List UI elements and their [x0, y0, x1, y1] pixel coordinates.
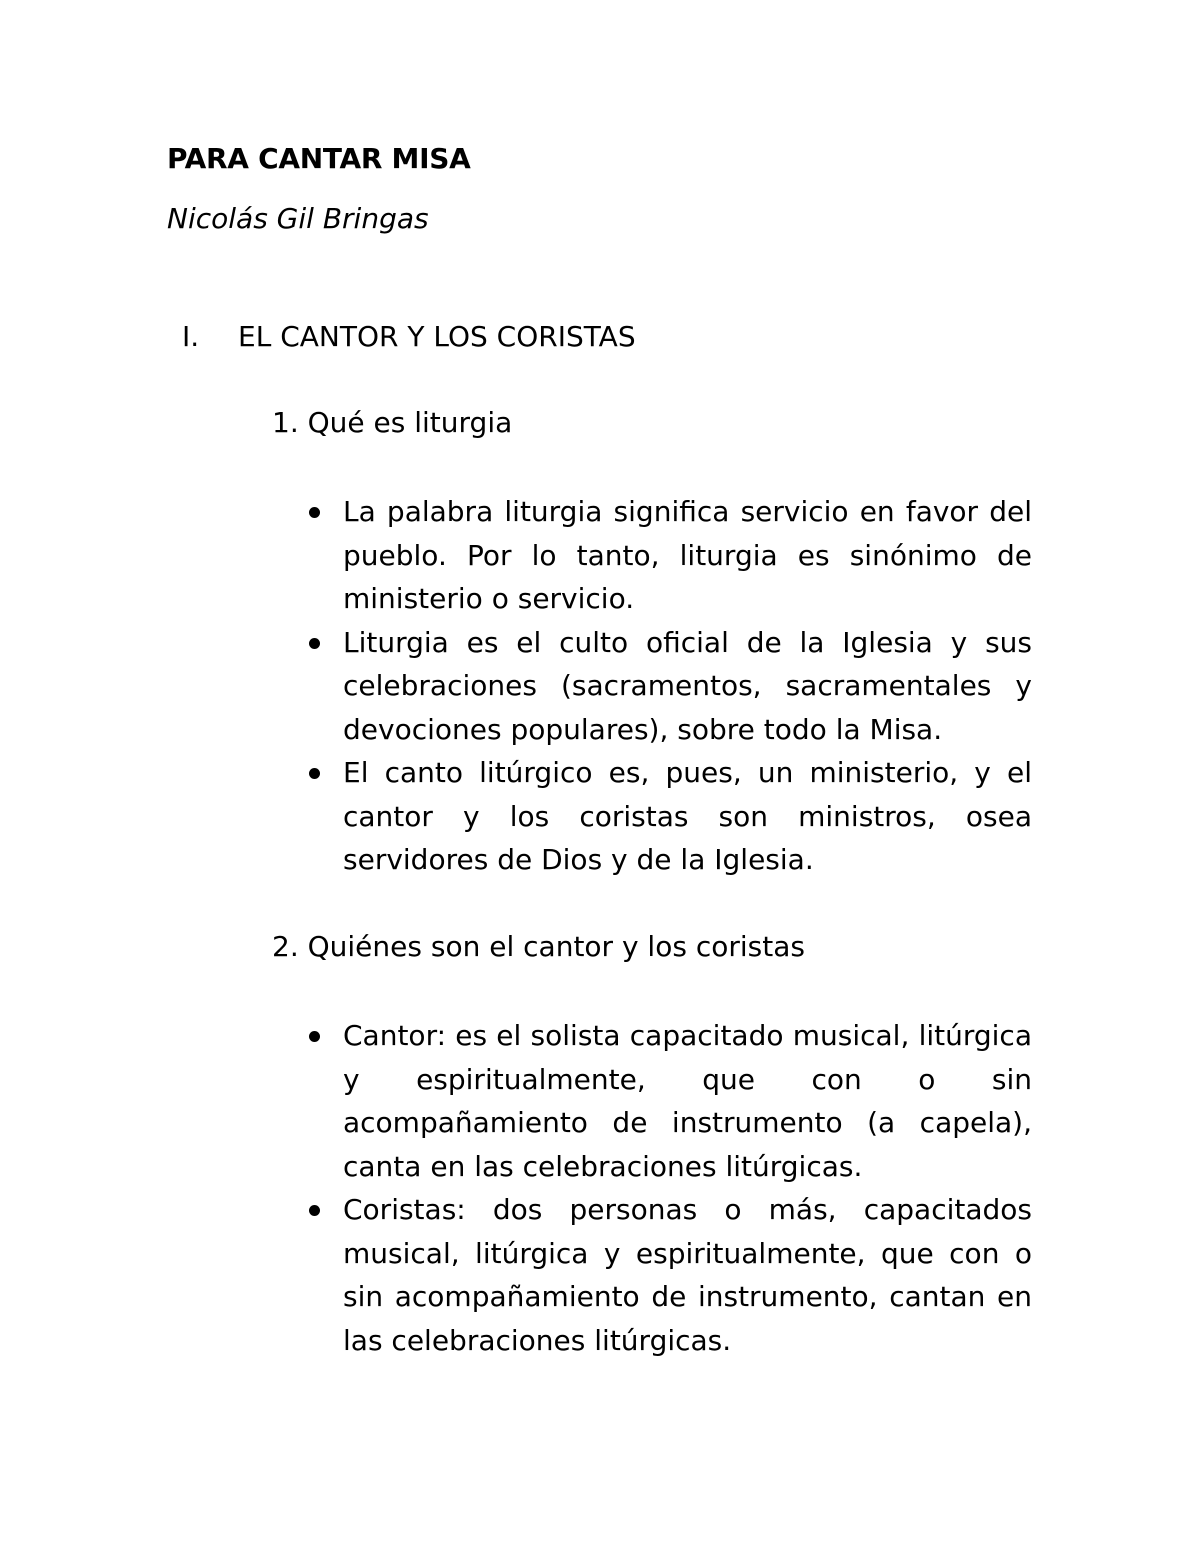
bullet-icon: [309, 1031, 320, 1042]
list-item: [343, 621, 1032, 752]
list-item: [343, 490, 1032, 621]
list-item-text: Liturgia es el culto oficial de la Iglesia y sus celebraciones (sacramentos, sacramentales y devociones populares), sobre todo la Misa.: [343, 625, 1032, 746]
subsection-heading-1: 1. Qué es liturgia: [272, 406, 513, 439]
bullet-icon: [309, 507, 320, 518]
list-item-text: El canto litúrgico es, pues, un ministerio, y el cantor y los coristas son ministros, osea servidores de Dios y de la Iglesia.: [343, 756, 1032, 876]
bullet-list-2: [343, 1014, 1032, 1362]
list-item-text: Cantor: es el solista capacitado musical, litúrgica y espiritualmente, que con o sin acompañamiento de instrumento (a capela), canta en las celebraciones litúrgicas.: [343, 1019, 1032, 1183]
list-item: [343, 751, 1032, 882]
section-heading: EL CANTOR Y LOS CORISTAS: [238, 320, 636, 353]
list-item-text: La palabra liturgia significa servicio en favor del pueblo. Por lo tanto, liturgia es sinónimo de ministerio o servicio.: [343, 495, 1032, 615]
document-author: Nicolás Gil Bringas: [167, 202, 429, 235]
bullet-icon: [309, 768, 320, 779]
list-item: [343, 1188, 1032, 1362]
document-title: PARA CANTAR MISA: [167, 142, 471, 175]
subsection-heading-2: 2. Quiénes son el cantor y los coristas: [272, 930, 805, 963]
section-numeral: I.: [182, 320, 200, 353]
list-item: [343, 1014, 1032, 1188]
bullet-list-1: [343, 490, 1032, 882]
bullet-icon: [309, 638, 320, 649]
list-item-text: Coristas: dos personas o más, capacitados musical, litúrgica y espiritualmente, que con o sin acompañamiento de instrumento, cantan en las celebraciones litúrgicas.: [343, 1193, 1032, 1357]
bullet-icon: [309, 1205, 320, 1216]
